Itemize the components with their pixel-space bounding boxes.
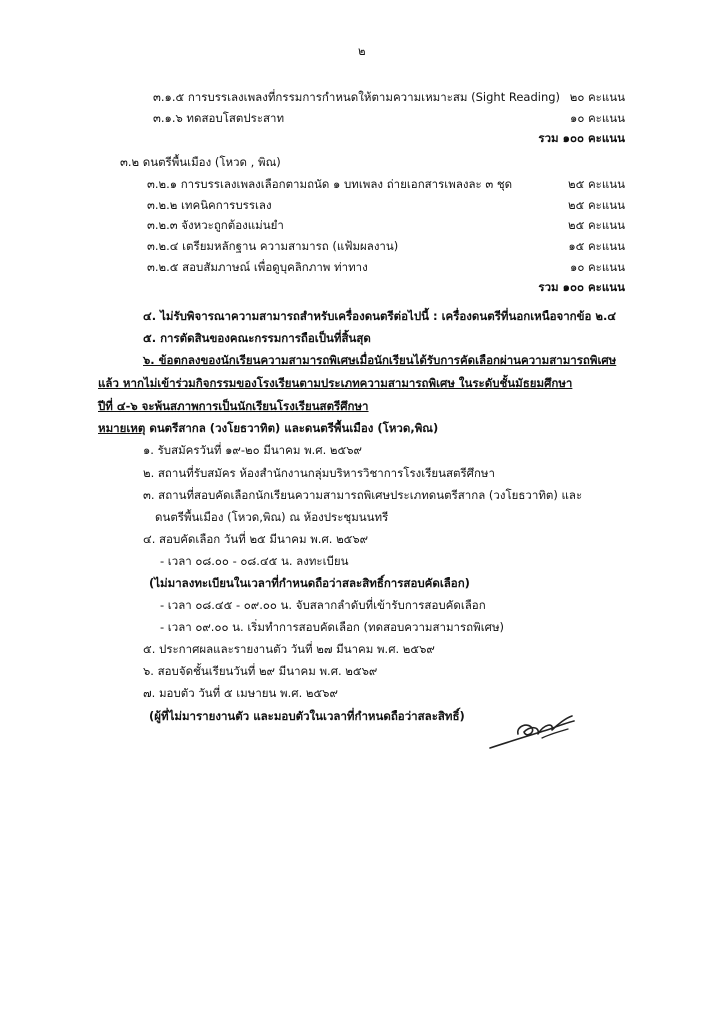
note-item-6: ๖. สอบจัดชั้นเรียนวันที่ ๒๙ มีนาคม พ.ศ. ๒๕๖๙	[143, 664, 378, 678]
item-3-2-5-label: ๓.๒.๕ สอบสัมภาษณ์ เพื่อดูบุคลิกภาพ ท่าทาง	[147, 260, 368, 274]
note-label: หมายเหตุ	[98, 421, 146, 435]
item-3-1-6-score: ๑๐ คะแนน	[570, 111, 625, 125]
section-3-2-heading: ๓.๒ ดนตรีพื้นเมือง (โหวด , พิณ)	[120, 155, 281, 169]
item-3-2-3-score: ๒๕ คะแนน	[568, 218, 625, 232]
item-3-2-1-label: ๓.๒.๑ การบรรเลงเพลงเลือกตามถนัด ๑ บทเพลง ถ่ายเอกสารเพลงละ ๓ ชุด	[147, 177, 513, 191]
section-3-2-total: รวม ๑๐๐ คะแนน	[538, 280, 625, 294]
note-item-3-line-1: ๓. สถานที่สอบคัดเลือกนักเรียนความสามารถพิเศษประเภทดนตรีสากล (วงโยธวาทิต) และ	[143, 488, 583, 502]
item-3-2-4-label: ๓.๒.๔ เตรียมหลักฐาน ความสามารถ (แฟ้มผลงาน)	[147, 239, 399, 253]
note-item-4: ๔. สอบคัดเลือก วันที่ ๒๕ มีนาคม พ.ศ. ๒๕๖๙	[143, 532, 369, 546]
item-3-2-2-score: ๒๕ คะแนน	[568, 198, 625, 212]
item-3-1-5-label: ๓.๑.๕ การบรรเลงเพลงที่กรรมการกำหนดให้ตามความเหมาะสม (Sight Reading)	[153, 90, 561, 104]
page-number: ๒	[358, 44, 366, 58]
rule-6-line-2: แล้ว หากไม่เข้าร่วมกิจกรรมของโรงเรียนตามประเภทความสามารถพิเศษ ในระดับชั้นมัธยมศึกษา	[98, 376, 573, 390]
item-3-2-3-label: ๓.๒.๓ จังหวะถูกต้องแม่นยำ	[147, 218, 284, 232]
item-3-2-2-label: ๓.๒.๒ เทคนิคการบรรเลง	[147, 198, 272, 212]
note-item-4-time-2: - เวลา ๐๘.๔๕ - ๐๙.๐๐ น. จับสลากลำดับที่เข้ารับการสอบคัดเลือก	[160, 598, 486, 612]
note-text: ดนตรีสากล (วงโยธวาทิต) และดนตรีพื้นเมือง (โหวด,พิณ)	[145, 421, 439, 435]
note-item-1: ๑. รับสมัครวันที่ ๑๙-๒๐ มีนาคม พ.ศ. ๒๕๖๙	[143, 443, 362, 457]
note-item-5: ๕. ประกาศผลและรายงานตัว วันที่ ๒๗ มีนาคม พ.ศ. ๒๕๖๙	[143, 642, 435, 656]
note-item-7-warning: (ผู้ที่ไม่มารายงานตัว และมอบตัวในเวลาที่กำหนดถือว่าสละสิทธิ์)	[149, 709, 465, 723]
rule-6-line-3: ปีที่ ๔-๖ จะพ้นสภาพการเป็นนักเรียนโรงเรียนสตรีศึกษา	[98, 399, 369, 413]
note-item-2: ๒. สถานที่รับสมัคร ห้องสำนักงานกลุ่มบริหารวิชาการโรงเรียนสตรีศึกษา	[143, 466, 495, 480]
note-item-4-time-3: - เวลา ๐๙.๐๐ น. เริ่มทำการสอบคัดเลือก (ทดสอบความสามารถพิเศษ)	[160, 620, 505, 634]
section-3-1-total: รวม ๑๐๐ คะแนน	[538, 131, 625, 145]
note-heading	[98, 421, 438, 435]
note-item-4-time-1: - เวลา ๐๘.๐๐ - ๐๘.๔๕ น. ลงทะเบียน	[160, 554, 349, 568]
rule-5: ๕. การตัดสินของคณะกรรมการถือเป็นที่สิ้นสุด	[143, 331, 371, 345]
item-3-2-4-score: ๑๕ คะแนน	[568, 239, 625, 253]
note-item-4-warning: (ไม่มาลงทะเบียนในเวลาที่กำหนดถือว่าสละสิทธิ์การสอบคัดเลือก)	[149, 576, 470, 590]
item-3-2-1-score: ๒๕ คะแนน	[568, 177, 625, 191]
note-item-3-line-2: ดนตรีพื้นเมือง (โหวด,พิณ) ณ ห้องประชุมนนทรี	[155, 510, 389, 524]
rule-6-line-1: ๖. ข้อตกลงของนักเรียนความสามารถพิเศษเมื่อนักเรียนได้รับการคัดเลือกผ่านความสามารถพิเศษ	[143, 353, 617, 367]
signature-icon	[488, 712, 578, 752]
item-3-2-5-score: ๑๐ คะแนน	[570, 260, 625, 274]
note-item-7: ๗. มอบตัว วันที่ ๕ เมษายน พ.ศ. ๒๕๖๙	[143, 686, 338, 700]
item-3-1-6-label: ๓.๑.๖ ทดสอบโสตประสาท	[153, 111, 285, 125]
item-3-1-5-score: ๒๐ คะแนน	[569, 90, 625, 104]
rule-4: ๔. ไม่รับพิจารณาความสามารถสำหรับเครื่องดนตรีต่อไปนี้ : เครื่องดนตรีที่นอกเหนือจากข้อ ๒.๔	[143, 309, 617, 323]
